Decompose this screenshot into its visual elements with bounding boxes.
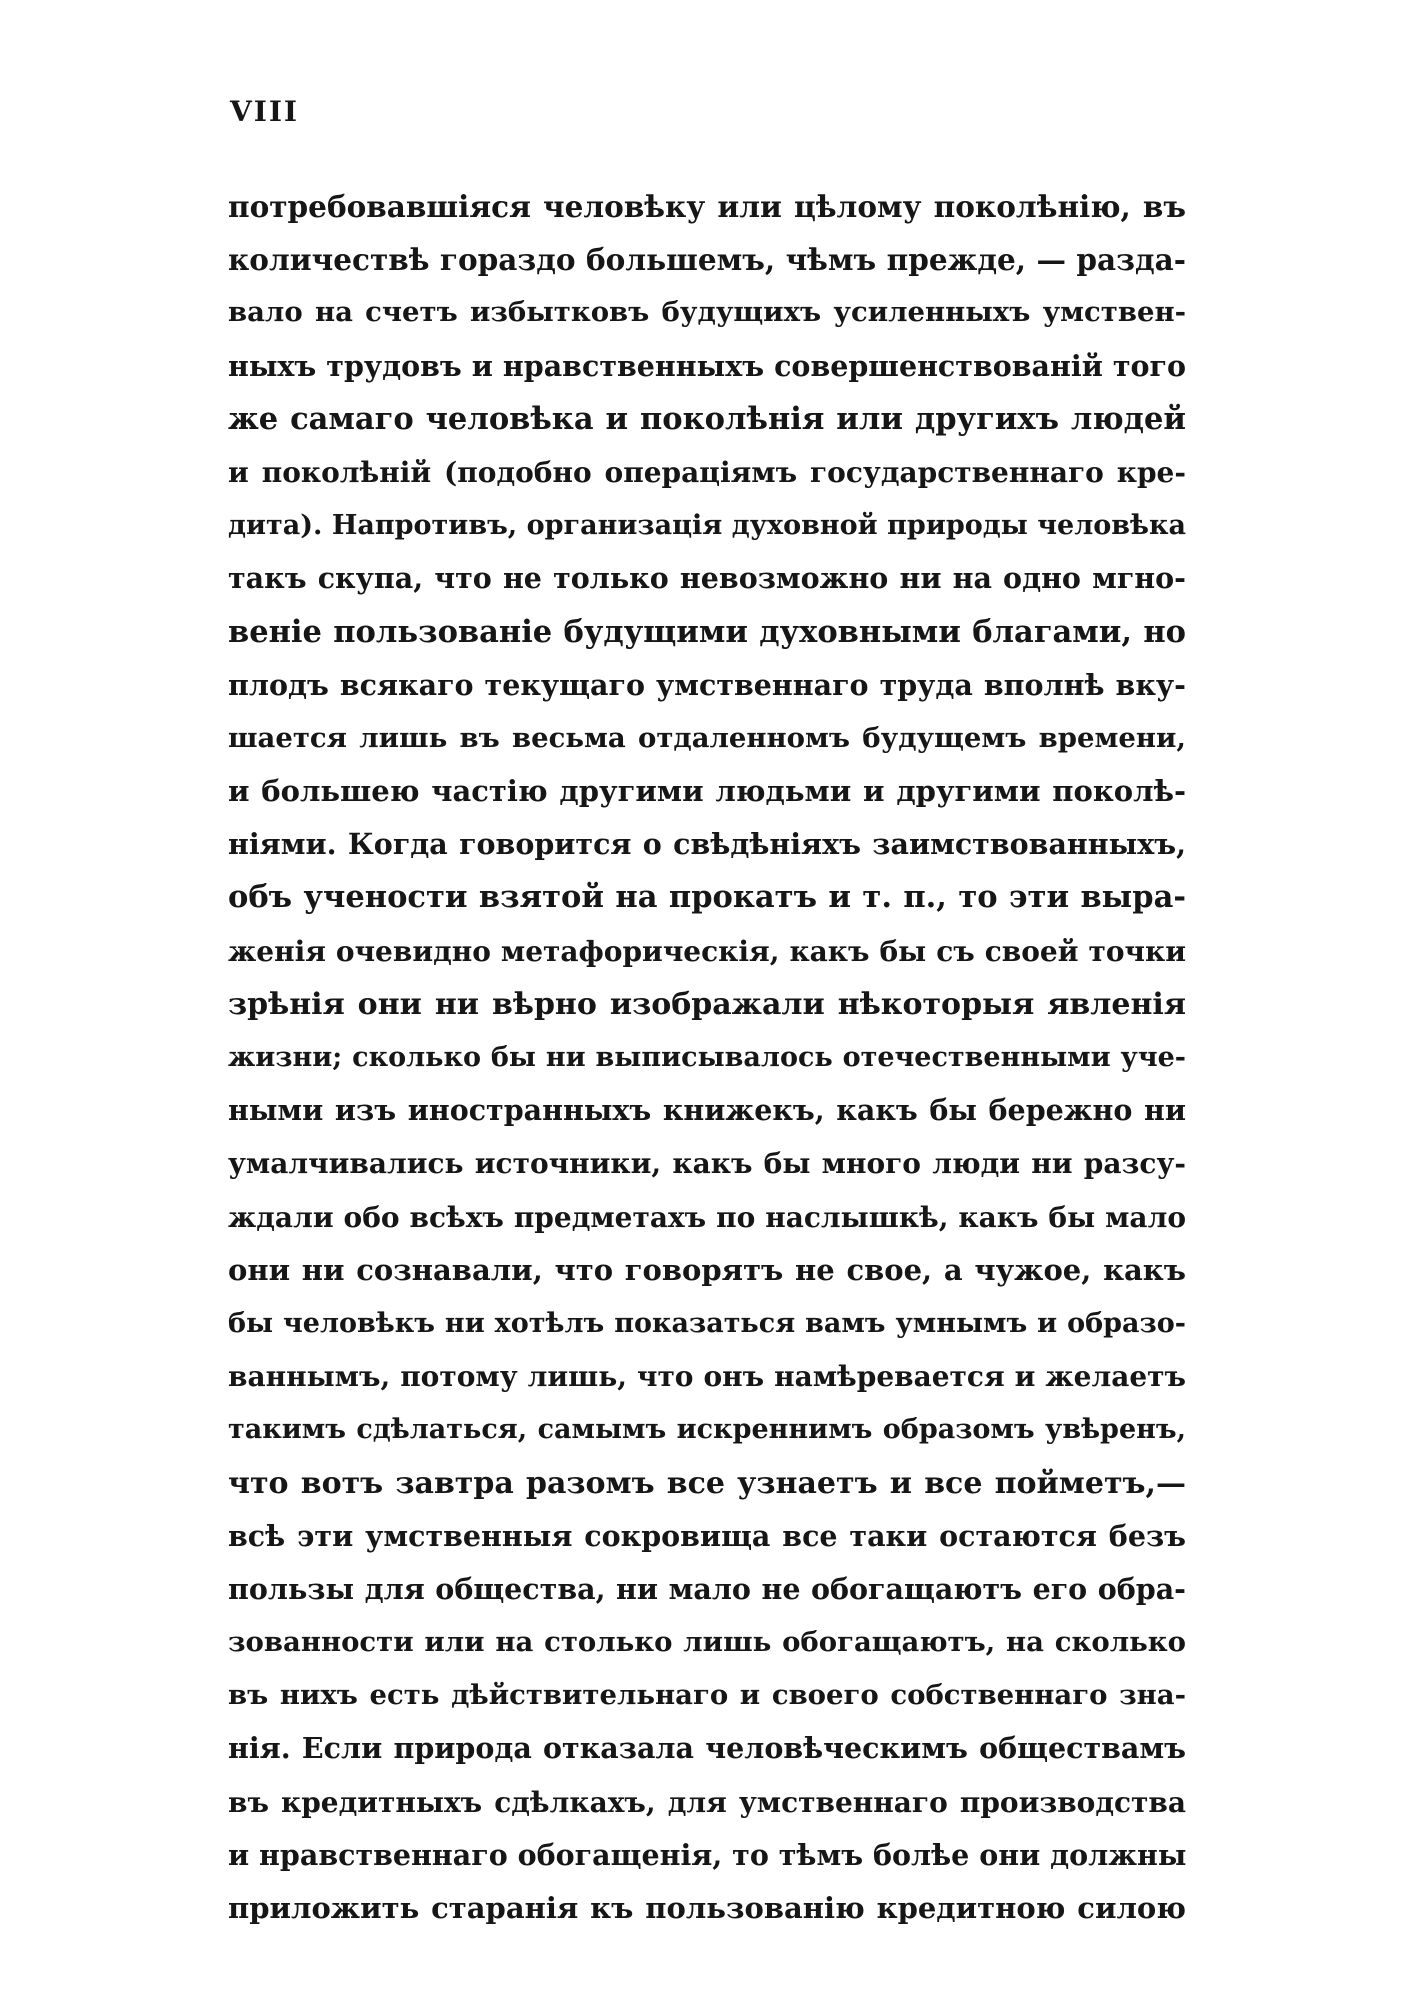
body-text <box>228 180 1186 1935</box>
text-line: женія очевидно метафорическія, какъ бы съ своей точки <box>228 934 1186 968</box>
text-line: веніе пользованіе будущими духовными благами, но <box>228 613 1186 650</box>
text-line: въ нихъ есть дѣйствительнаго и своего собственнаго зна- <box>228 1679 1186 1712</box>
text-line: что вотъ завтра разомъ все узнаетъ и все пойметъ,— <box>228 1465 1186 1501</box>
text-line: зрѣнія они ни вѣрно изображали нѣкоторыя явленія <box>228 986 1186 1022</box>
text-line: и большею частію другими людьми и другими поколѣ- <box>228 774 1186 809</box>
text-line: дита). Напротивъ, организація духовной природы человѣка <box>228 510 1186 542</box>
text-line: ждали обо всѣхъ предметахъ по наслышкѣ, какъ бы мало <box>228 1200 1186 1234</box>
text-line: умалчивались источники, какъ бы много люди ни разсу- <box>228 1147 1186 1181</box>
text-line: зованности или на столько лишь обогащаютъ, на сколько <box>228 1626 1186 1659</box>
text-line: бы человѣкъ ни хотѣлъ показаться вамъ умнымъ и образо- <box>228 1307 1186 1339</box>
text-line: и поколѣній (подобно операціямъ государственнаго кре- <box>228 455 1186 489</box>
text-line: шается лишь въ весьма отдаленномъ будущемъ времени, <box>228 721 1186 754</box>
text-line: объ учености взятой на прокатъ и т. п., то эти выра- <box>228 879 1186 916</box>
text-line: и нравственнаго обогащенія, то тѣмъ болѣе они должны <box>228 1837 1186 1872</box>
text-line: ніями. Когда говорится о свѣдѣніяхъ заимствованныхъ, <box>228 827 1186 862</box>
page-number: VIII <box>230 95 300 128</box>
text-line: нія. Если природа отказала человѣческимъ обществамъ <box>228 1731 1186 1766</box>
text-line: приложить старанія къ пользованію кредитною силою <box>228 1891 1186 1925</box>
text-line: же самаго человѣка и поколѣнія или другихъ людей <box>228 400 1186 437</box>
text-line: такимъ сдѣлаться, самымъ искреннимъ образомъ увѣренъ, <box>228 1414 1186 1446</box>
text-line: всѣ эти умственныя сокровища все таки остаются безъ <box>228 1518 1186 1553</box>
text-line: плодъ всякаго текущаго умственнаго труда вполнѣ вку- <box>228 667 1186 702</box>
text-line: такъ скупа, что не только невозможно ни на одно мгно- <box>228 561 1186 596</box>
text-line: въ кредитныхъ сдѣлкахъ, для умственнаго производства <box>228 1785 1186 1819</box>
text-line: ными изъ иностранныхъ книжекъ, какъ бы бережно ни <box>228 1093 1186 1128</box>
text-line: ваннымъ, потому лишь, что онъ намѣревается и желаетъ <box>228 1360 1186 1394</box>
text-line: жизни; сколько бы ни выписывалось отечественными уче- <box>228 1042 1186 1073</box>
text-line: пользы для общества, ни мало не обогащаютъ его обра- <box>228 1571 1186 1606</box>
text-line: потребовавшіяся человѣку или цѣлому поколѣнію, въ <box>228 189 1186 224</box>
text-line: ныхъ трудовъ и нравственныхъ совершенствованій того <box>228 348 1186 383</box>
text-line: количествѣ гораздо большемъ, чѣмъ прежде, — разда- <box>228 242 1186 278</box>
text-line: вало на счетъ избытковъ будущихъ усиленныхъ умствен- <box>228 296 1186 329</box>
text-line: они ни сознавали, что говорятъ не свое, а чужое, какъ <box>228 1252 1186 1287</box>
